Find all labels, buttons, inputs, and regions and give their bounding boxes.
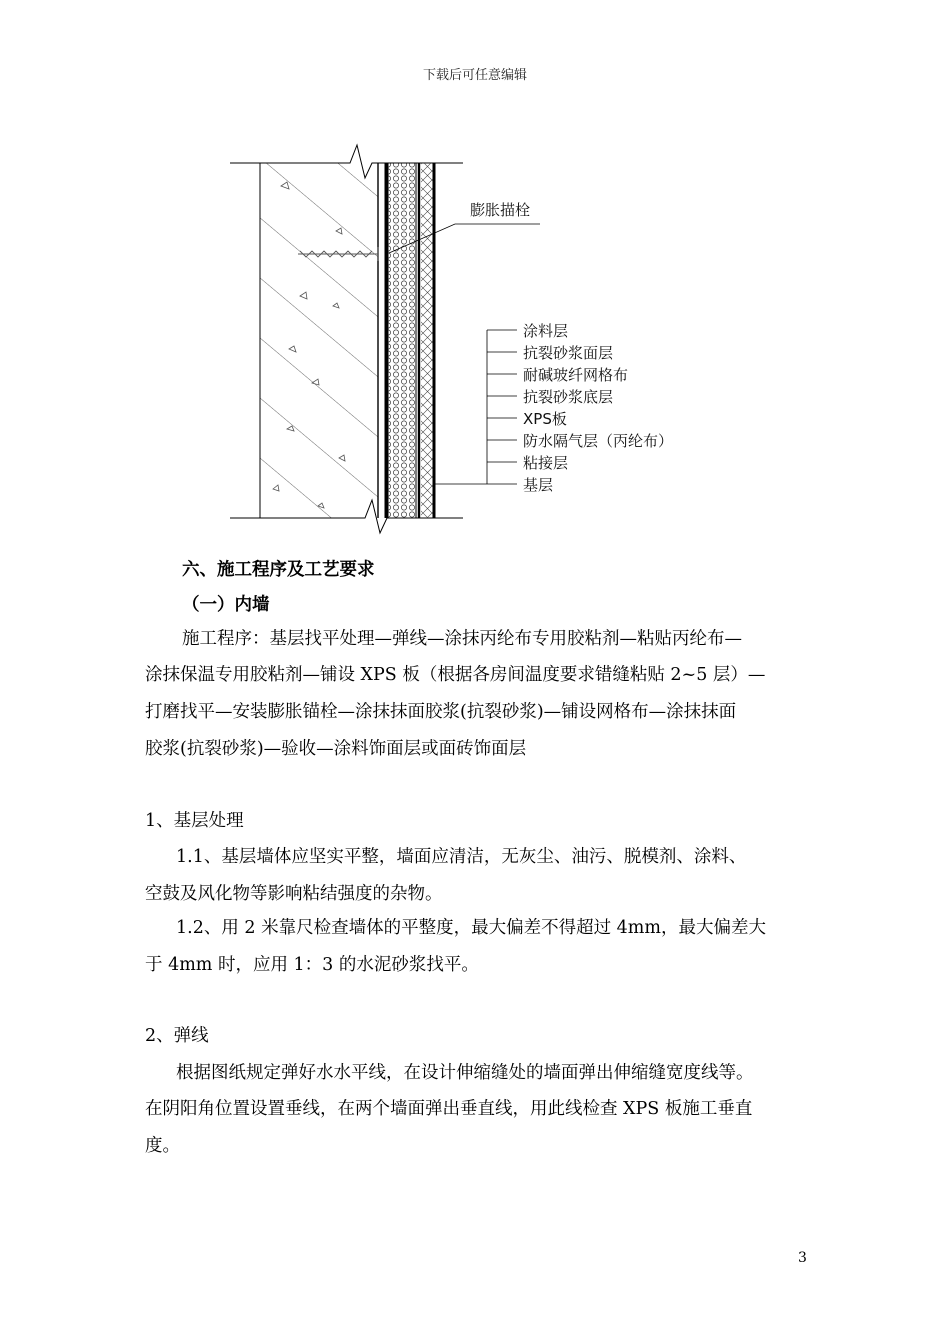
item-2-text: 度。 — [145, 1136, 180, 1156]
layer-label: 耐碱玻纤网格布 — [523, 366, 629, 384]
section-title: 六、施工程序及工艺要求 — [182, 560, 375, 580]
procedure-line: 胶浆(抗裂砂浆)—验收—涂料饰面层或面砖饰面层 — [145, 739, 527, 759]
xps-board — [388, 163, 416, 518]
layer-label: 抗裂砂浆底层 — [523, 388, 614, 406]
item-1-title: 1、基层处理 — [145, 811, 244, 831]
procedure-line: 施工程序：基层找平处理—弹线—涂抹丙纶布专用胶粘剂—粘贴丙纶布— — [182, 629, 742, 649]
layer-label: 抗裂砂浆面层 — [523, 344, 614, 362]
layer-label: XPS板 — [523, 410, 567, 428]
layer-label: 粘接层 — [523, 454, 569, 472]
layer-label: 涂料层 — [523, 322, 569, 340]
layer-label: 基层 — [523, 476, 554, 494]
item-1-1-text: 空鼓及风化物等影响粘结强度的杂物。 — [145, 884, 443, 904]
procedure-line: 打磨找平—安装膨胀锚栓—涂抹抹面胶浆(抗裂砂浆)—铺设网格布—涂抹抹面 — [145, 702, 737, 722]
item-2-text: 在阴阳角位置设置垂线，在两个墙面弹出垂直线，用此线检查 XPS 板施工垂直 — [145, 1099, 753, 1119]
wall-insulation-diagram — [0, 0, 950, 560]
layer-label: 防水隔气层（丙纶布） — [523, 432, 674, 450]
header-note: 下载后可任意编辑 — [422, 68, 527, 83]
item-1-2-text: 1.2、用 2 米靠尺检查墙体的平整度，最大偏差不得超过 4mm，最大偏差大 — [176, 918, 766, 938]
page-number: 3 — [798, 1250, 807, 1266]
anchor-label: 膨胀描栓 — [470, 201, 531, 219]
item-2-text: 根据图纸规定弹好水水平线，在设计伸缩缝处的墙面弹出伸缩缝宽度线等。 — [176, 1063, 754, 1083]
procedure-line: 涂抹保温专用胶粘剂—铺设 XPS 板（根据各房间温度要求错缝粘贴 2~5 层）— — [145, 665, 766, 685]
concrete-base-wall — [260, 163, 378, 518]
item-1-1-text: 1.1、基层墙体应坚实平整，墙面应清洁，无灰尘、油污、脱模剂、涂料、 — [176, 847, 747, 867]
item-2-title: 2、弹线 — [145, 1026, 209, 1046]
subsection-title: （一）内墙 — [182, 595, 270, 615]
item-1-2-text: 于 4mm 时，应用 1：3 的水泥砂浆找平。 — [145, 955, 479, 975]
